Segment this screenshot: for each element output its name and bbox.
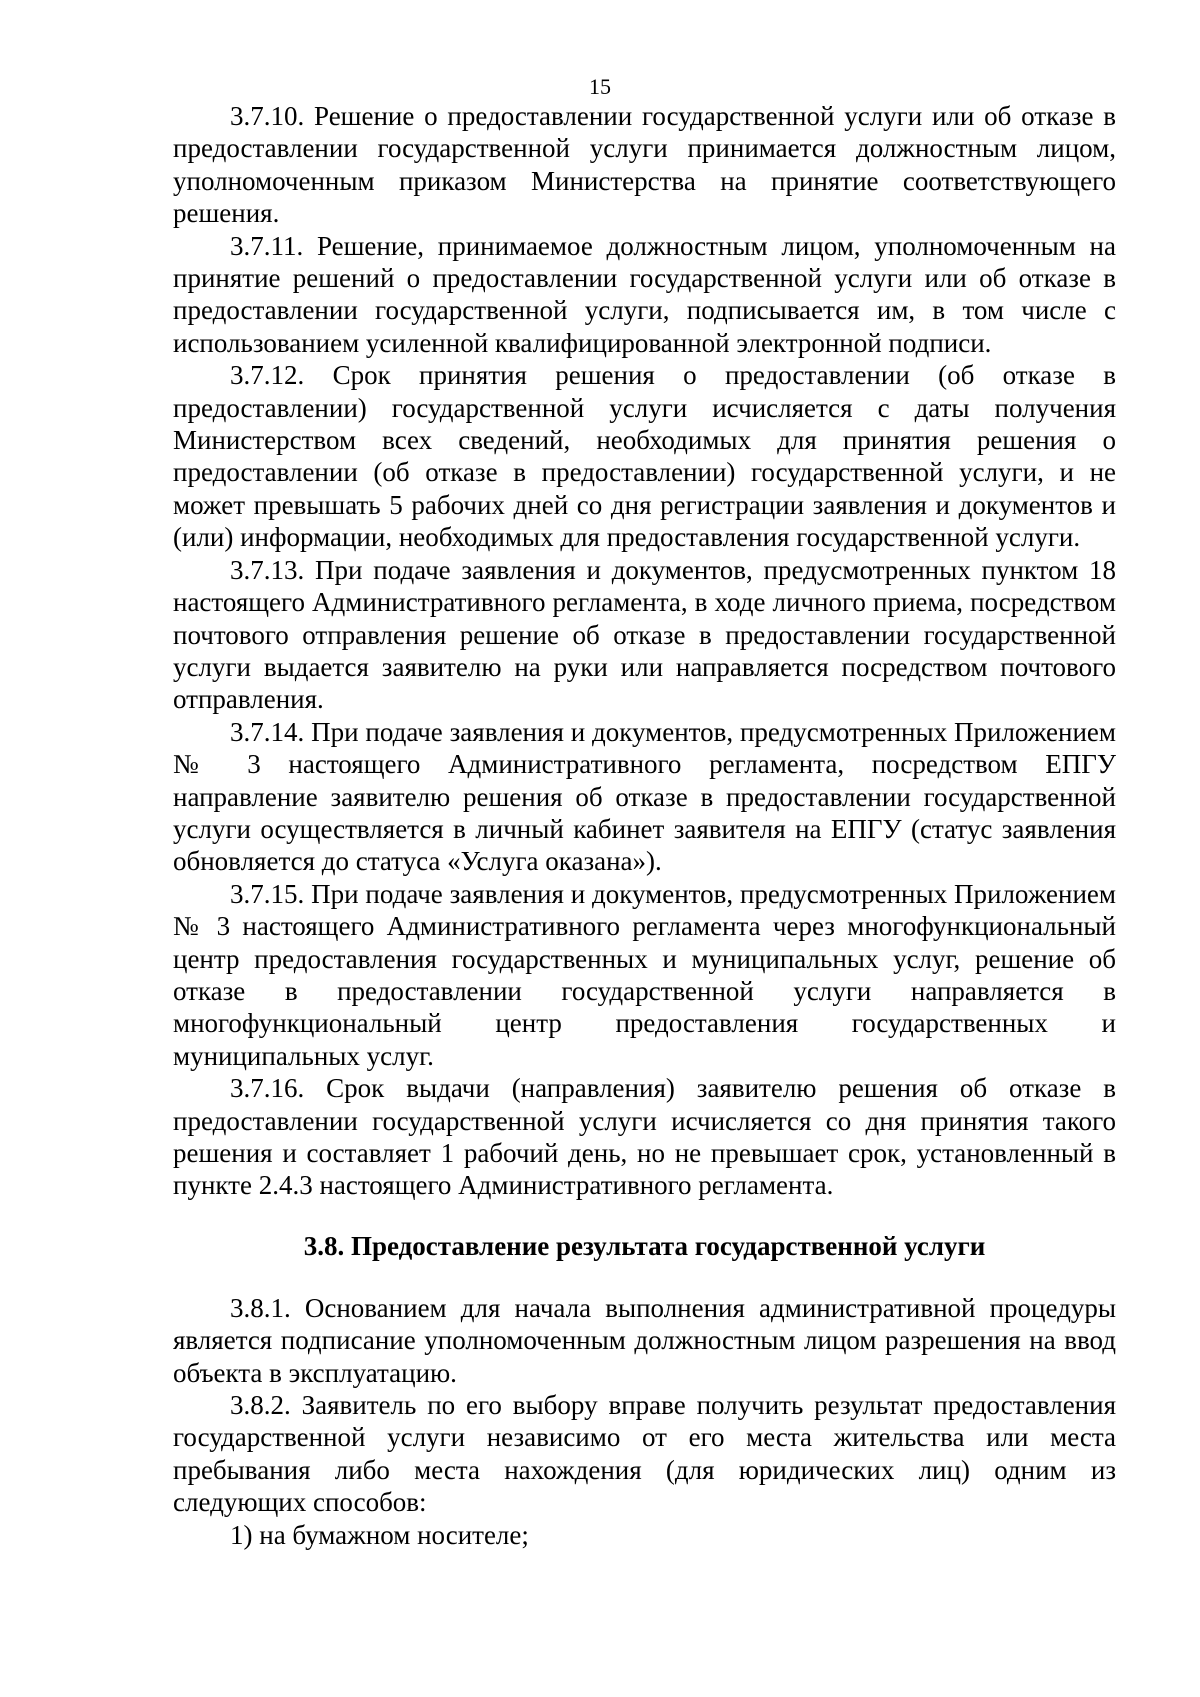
paragraph-3-7-13: 3.7.13. При подаче заявления и документов, предусмотренных пунктом 18 настоящего Административного регламента, в ходе личного приема, посредством почтового отправления решение об отказе в предоставлении государственной услуги выдается заявителю на руки или направляется посредством почтового отправления. xyxy=(173,554,1116,715)
paragraph-3-7-11: 3.7.11. Решение, принимаемое должностным лицом, уполномоченным на принятие решений о предоставлении государственной услуги или об отказе в предоставлении государственной услуги, подписывается им, в том числе с использованием усиленной квалифицированной электронной подписи. xyxy=(173,230,1116,358)
section-heading-3-8: 3.8. Предоставление результата государственной услуги xyxy=(303,1230,986,1261)
paragraph-3-8-2: 3.8.2. Заявитель по его выбору вправе получить результат предоставления государственной услуги независимо от его места жительства или места пребывания либо места нахождения (для юридических лиц) одним из следующих способов: xyxy=(173,1390,1116,1518)
paragraph-3-7-15: 3.7.15. При подаче заявления и документов, предусмотренных Приложением № 3 настоящего Административного регламента через многофункциональный центр предоставления государственных и муниципальных услуг, решение об отказе в предоставлении государственной услуги направляется в многофункциональный центр предоставления государственных и муниципальных услуг. xyxy=(173,878,1116,1071)
list-item-paper-medium: 1) на бумажном носителе; xyxy=(230,1519,529,1550)
paragraph-3-7-16: 3.7.16. Срок выдачи (направления) заявителю решения об отказе в предоставлении государственной услуги исчисляется со дня принятия такого решения и составляет 1 рабочий день, но не превышает срок, установленный в пункте 2.4.3 настоящего Административного регламента. xyxy=(173,1073,1116,1201)
paragraph-3-8-1: 3.8.1. Основанием для начала выполнения административной процедуры является подписание уполномоченным должностным лицом разрешения на ввод объекта в эксплуатацию. xyxy=(173,1292,1116,1388)
document-body xyxy=(173,100,1116,1551)
paragraph-3-7-14: 3.7.14. При подаче заявления и документов, предусмотренных Приложением № 3 настоящего Административного регламента, посредством ЕПГУ направление заявителю решения об отказе в предоставлении государственной услуги осуществляется в личный кабинет заявителя на ЕПГУ (статус заявления обновляется до статуса «Услуга оказана»). xyxy=(173,716,1116,877)
paragraph-3-7-10: 3.7.10. Решение о предоставлении государственной услуги или об отказе в предоставлении государственной услуги принимается должностным лицом, уполномоченным приказом Министерства на принятие соответствующего решения. xyxy=(173,101,1116,229)
page-number: 15 xyxy=(589,74,611,99)
paragraph-3-7-12: 3.7.12. Срок принятия решения о предоставлении (об отказе в предоставлении) государственной услуги исчисляется с даты получения Министерством всех сведений, необходимых для принятия решения о предоставлении (об отказе в предоставлении) государственной услуги, и не может превышать 5 рабочих дней со дня регистрации заявления и документов и (или) информации, необходимых для предоставления государственной услуги. xyxy=(173,360,1116,553)
